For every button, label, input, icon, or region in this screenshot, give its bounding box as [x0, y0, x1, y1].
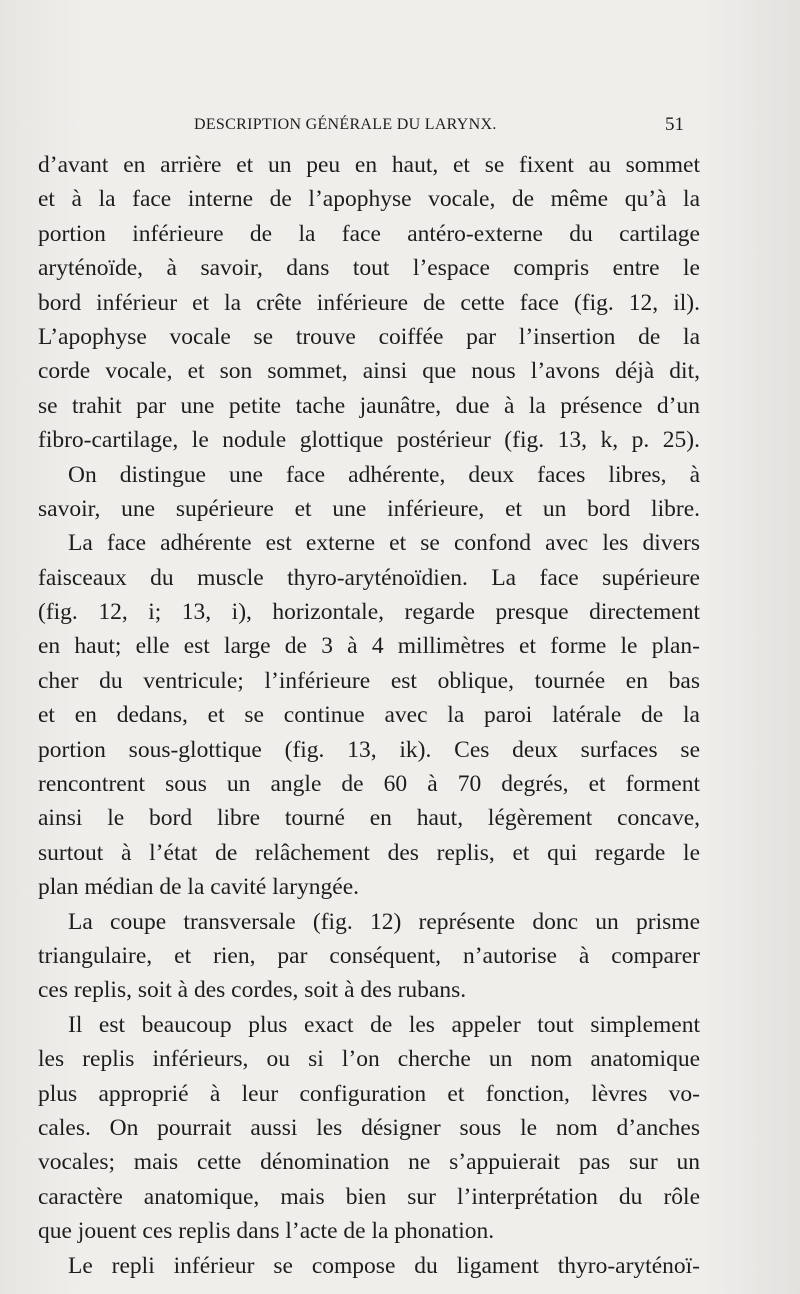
text-line: que jouent ces replis dans l’acte de la phonation.	[38, 1218, 495, 1245]
text-line: bord inférieur et la crête inférieure de cette face (fig. 12, il).	[38, 289, 700, 316]
text-line: ces replis, soit à des cordes, soit à des rubans.	[38, 977, 467, 1004]
text-line: ainsi le bord libre tourné en haut, légèrement concave,	[38, 805, 700, 832]
text-line: caractère anatomique, mais bien sur l’interprétation du rôle	[38, 1183, 700, 1210]
text-line: cales. On pourrait aussi les désigner sous le nom d’anches	[38, 1114, 700, 1141]
text-line: d’avant en arrière et un peu en haut, et se fixent au sommet	[38, 152, 700, 178]
text-line: surtout à l’état de relâchement des replis, et qui regarde le	[38, 839, 700, 866]
text-line: La coupe transversale (fig. 12) représente donc un prisme	[68, 908, 700, 935]
text-line: aryténoïde, à savoir, dans tout l’espace compris entre le	[38, 255, 700, 282]
text-line: savoir, une supérieure et une inférieure, et un bord libre.	[38, 495, 700, 522]
text-line: (fig. 12, i; 13, i), horizontale, regarde presque directement	[38, 599, 700, 626]
text-line: Il est beaucoup plus exact de les appeler tout simplement	[68, 1011, 700, 1038]
text-line: plan médian de la cavité laryngée.	[38, 874, 360, 901]
page-number: 51	[665, 114, 684, 135]
text-line: portion inférieure de la face antéro-externe du cartilage	[38, 220, 700, 247]
text-line: rencontrent sous un angle de 60 à 70 degrés, et forment	[38, 771, 700, 798]
text-line: les replis inférieurs, ou si l’on cherche un nom anatomique	[38, 1046, 700, 1073]
text-line: faisceaux du muscle thyro-aryténoïdien. La face supérieure	[38, 564, 700, 591]
text-line: La face adhérente est externe et se confond avec les divers	[68, 530, 700, 557]
text-line: On distingue une face adhérente, deux faces libres, à	[68, 461, 700, 488]
running-title: DESCRIPTION GÉNÉRALE DU LARYNX.	[194, 116, 497, 133]
text-line: vocales; mais cette dénomination ne s’appuierait pas sur un	[38, 1149, 700, 1176]
text-line: cher du ventricule; l’inférieure est oblique, tournée en bas	[38, 667, 700, 694]
text-line: se trahit par une petite tache jaunâtre, due à la présence d’un	[38, 392, 700, 419]
text-line: L’apophyse vocale se trouve coiffée par l’insertion de la	[38, 323, 700, 350]
text-line: triangulaire, et rien, par conséquent, n’autorise à comparer	[38, 942, 700, 969]
text-line: et à la face interne de l’apophyse vocale, de même qu’à la	[38, 186, 700, 213]
text-line: et en dedans, et se continue avec la paroi latérale de la	[38, 702, 700, 729]
running-head	[38, 114, 684, 144]
text-line: portion sous-glottique (fig. 13, ik). Ces deux surfaces se	[38, 736, 700, 763]
text-line: corde vocale, et son sommet, ainsi que nous l’avons déjà dit,	[38, 358, 700, 385]
text-line: en haut; elle est large de 3 à 4 millimètres et forme le plan-	[38, 633, 700, 660]
text-line: plus approprié à leur configuration et fonction, lèvres vo-	[38, 1080, 700, 1107]
text-line: Le repli inférieur se compose du ligament thyro-aryténoï-	[68, 1252, 700, 1279]
body-text	[38, 148, 700, 1283]
text-line: fibro-cartilage, le nodule glottique postérieur (fig. 13, k, p. 25).	[38, 427, 700, 454]
